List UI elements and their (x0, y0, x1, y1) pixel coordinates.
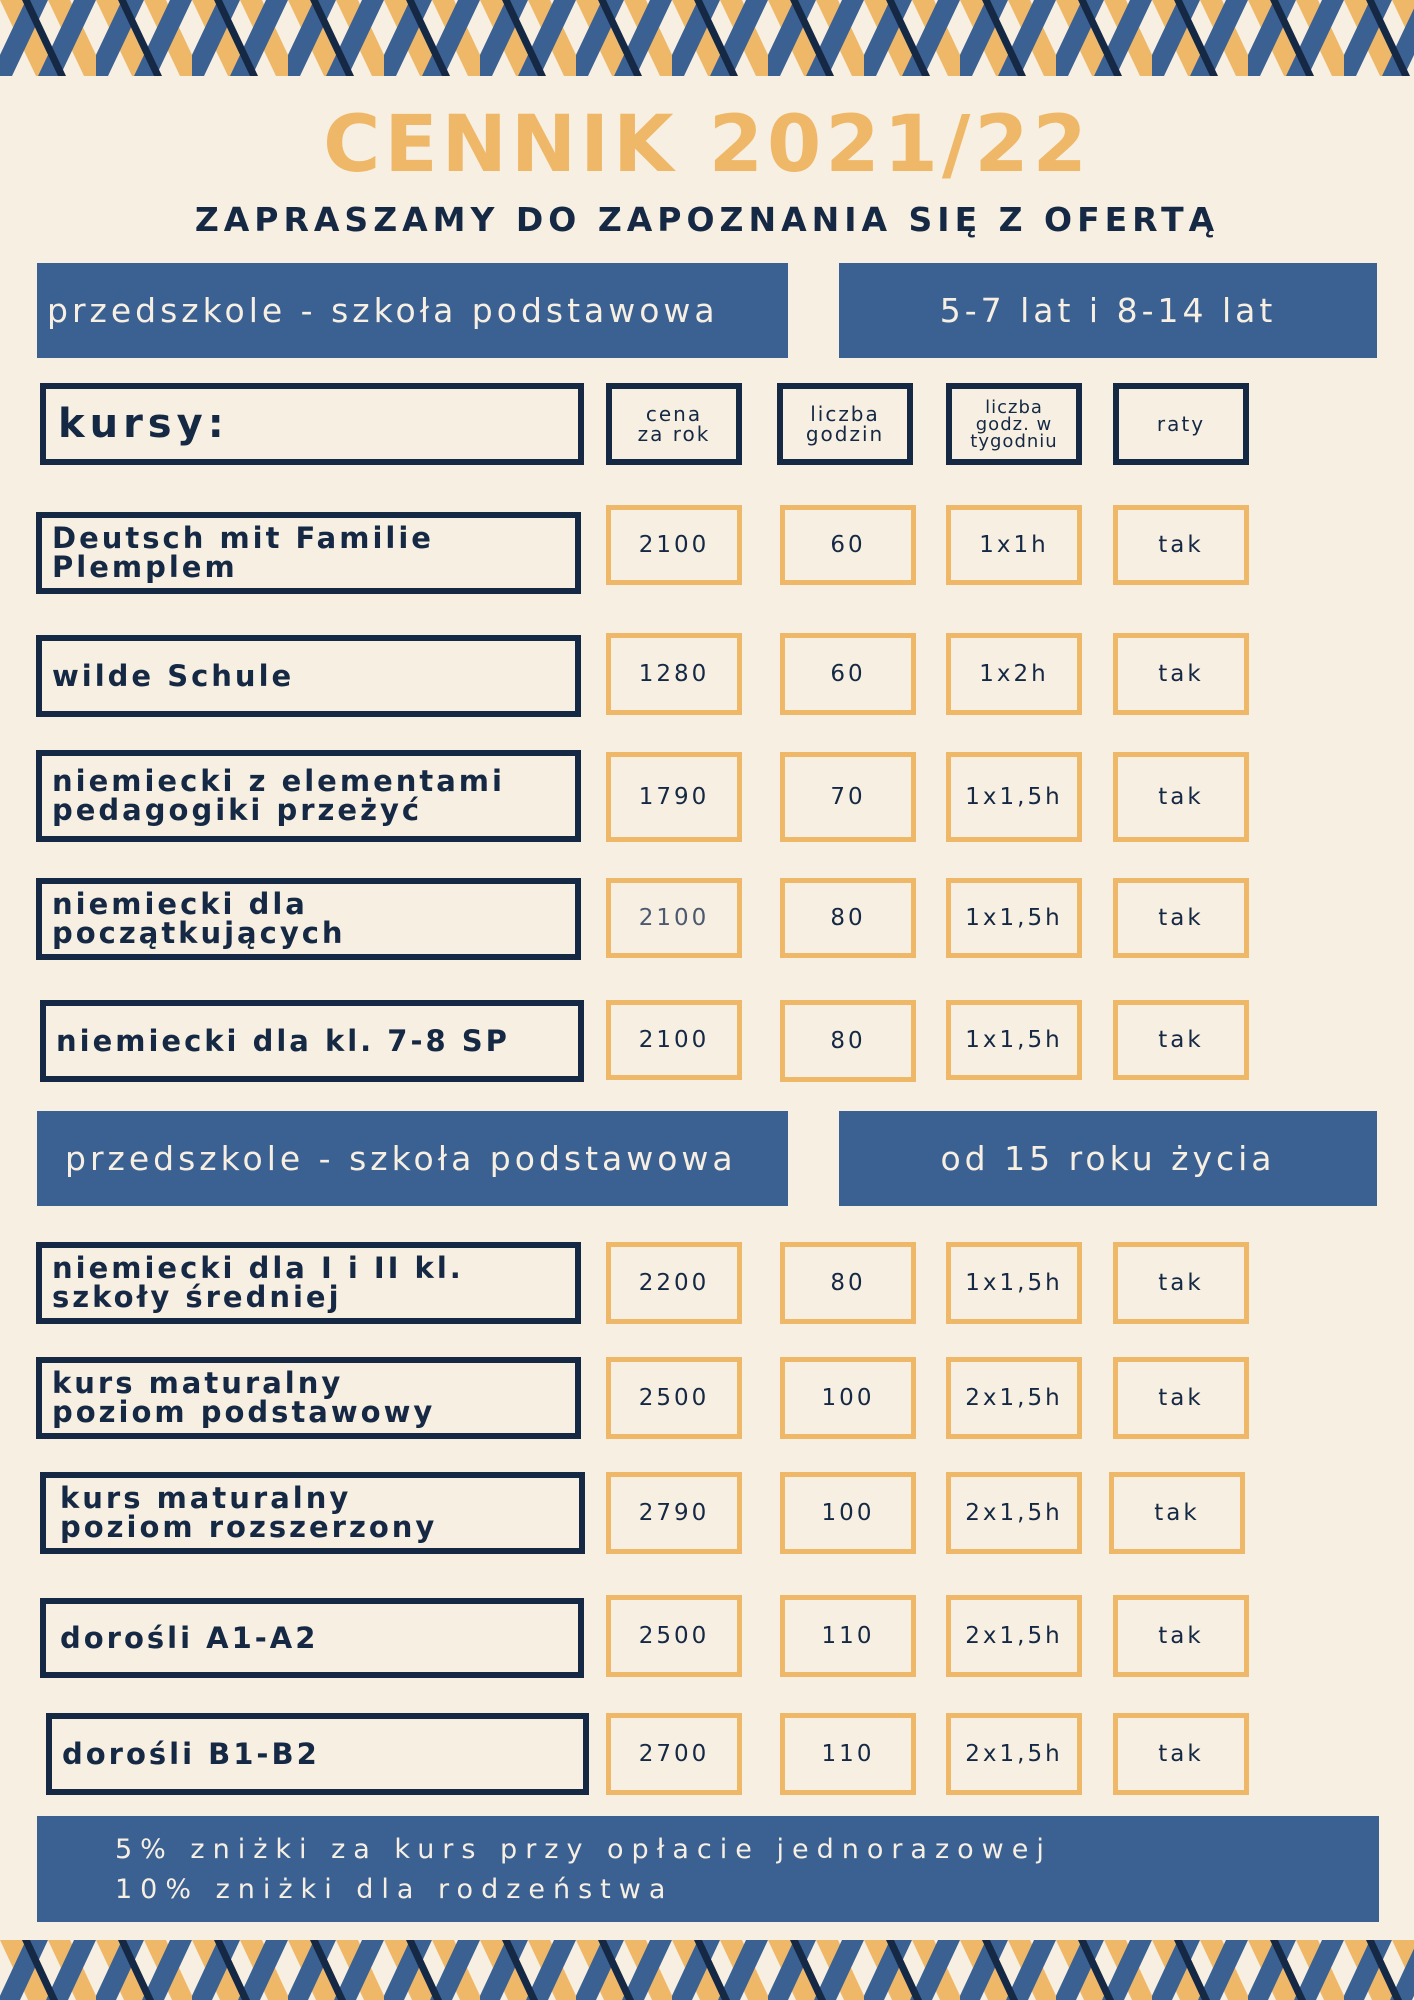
weekly-cell: 1x1,5h (946, 1242, 1082, 1324)
section1-age: 5-7 lat i 8-14 lat (939, 291, 1277, 330)
course-name-box: Deutsch mit Familie Plemplem (36, 512, 581, 594)
price-cell: 2700 (606, 1713, 742, 1795)
courses-header-label: kursy: (58, 401, 229, 447)
price-cell: 1790 (606, 752, 742, 842)
weekly-cell: 1x2h (946, 633, 1082, 715)
course-name-box: wilde Schule (36, 635, 581, 717)
hours-cell: 80 (780, 878, 916, 958)
course-name-box: kurs maturalny poziom rozszerzony (40, 1472, 585, 1554)
price-cell: 2200 (606, 1242, 742, 1324)
weekly-header-label: liczba godz. w tygodniu (970, 396, 1058, 452)
weekly-cell: 1x1,5h (946, 752, 1082, 842)
section1-age-bar (839, 263, 1377, 358)
price-cell: 2500 (606, 1357, 742, 1439)
weekly-cell: 1x1,5h (946, 1000, 1082, 1080)
installments-cell: tak (1113, 1595, 1249, 1677)
section2-age: od 15 roku życia (940, 1139, 1276, 1178)
hours-cell: 80 (780, 1000, 916, 1082)
installments-cell: tak (1113, 752, 1249, 842)
installments-cell: tak (1113, 633, 1249, 715)
price-header-label: cena za rok (637, 402, 711, 446)
section1-label-bar (37, 263, 788, 358)
weekly-cell: 1x1h (946, 505, 1082, 585)
weekly-cell: 2x1,5h (946, 1595, 1082, 1677)
discount-line-1: 5% zniżki za kurs przy opłacie jednorazowej (115, 1834, 1052, 1865)
section1-label: przedszkole - szkoła podstawowa (47, 291, 719, 330)
course-name-box: dorośli B1-B2 (46, 1713, 589, 1795)
installments-cell: tak (1113, 1242, 1249, 1324)
installments-header-label: raty (1156, 412, 1206, 436)
page-subtitle: ZAPRASZAMY DO ZAPOZNANIA SIĘ Z OFERTĄ (194, 200, 1220, 239)
discount-line-2: 10% zniżki dla rodzeństwa (115, 1874, 674, 1905)
discounts-footer (37, 1816, 1379, 1922)
course-name-box: kurs maturalny poziom podstawowy (36, 1357, 581, 1439)
price-header-box (606, 383, 742, 465)
weekly-header-box (946, 383, 1082, 465)
installments-cell: tak (1109, 1472, 1245, 1554)
section2-label: przedszkole - szkoła podstawowa (65, 1139, 737, 1178)
section2-age-bar (839, 1111, 1377, 1206)
top-decorative-border (0, 0, 1414, 76)
hours-cell: 110 (780, 1595, 916, 1677)
course-name-box: dorośli A1-A2 (40, 1598, 584, 1678)
weekly-cell: 2x1,5h (946, 1357, 1082, 1439)
weekly-cell: 2x1,5h (946, 1472, 1082, 1554)
installments-cell: tak (1113, 505, 1249, 585)
hours-cell: 110 (780, 1713, 916, 1795)
weekly-cell: 1x1,5h (946, 878, 1082, 958)
bottom-decorative-border (0, 1940, 1414, 2000)
installments-cell: tak (1113, 1357, 1249, 1439)
price-cell: 2100 (606, 505, 742, 585)
hours-cell: 100 (780, 1357, 916, 1439)
course-name-box: niemiecki dla początkujących (36, 878, 581, 960)
section2-label-bar (37, 1111, 788, 1206)
course-name-box: niemiecki dla kl. 7-8 SP (40, 1000, 584, 1082)
price-cell: 2500 (606, 1595, 742, 1677)
hours-cell: 80 (780, 1242, 916, 1324)
course-name-box: niemiecki z elementami pedagogiki przeżyć (36, 750, 581, 842)
price-cell: 2100 (606, 1000, 742, 1080)
courses-header-box (40, 383, 584, 465)
price-cell: 1280 (606, 633, 742, 715)
price-cell: 2790 (606, 1472, 742, 1554)
price-cell: 2100 (606, 878, 742, 958)
page-title: CENNIK 2021/22 (323, 100, 1091, 190)
installments-cell: tak (1113, 878, 1249, 958)
hours-cell: 60 (780, 633, 916, 715)
course-name-box: niemiecki dla I i II kl. szkoły średniej (36, 1242, 581, 1324)
installments-header-box (1113, 383, 1249, 465)
installments-cell: tak (1113, 1000, 1249, 1080)
hours-cell: 70 (780, 752, 916, 842)
hours-cell: 100 (780, 1472, 916, 1554)
hours-header-label: liczba godzin (805, 402, 885, 446)
weekly-cell: 2x1,5h (946, 1713, 1082, 1795)
hours-header-box (777, 383, 913, 465)
hours-cell: 60 (780, 505, 916, 585)
installments-cell: tak (1113, 1713, 1249, 1795)
